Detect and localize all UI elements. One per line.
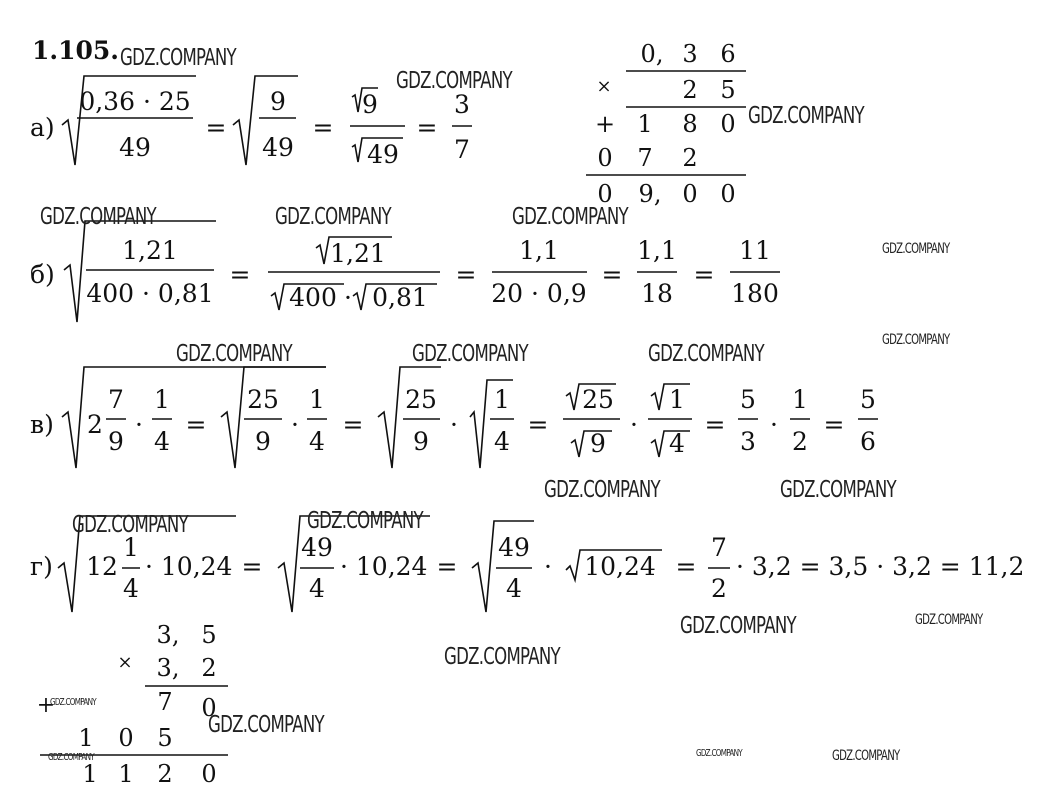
part-a-step2-den: 49 bbox=[262, 133, 294, 162]
part-v-s3-num: 25 bbox=[405, 385, 437, 414]
mult2-times: × bbox=[117, 652, 133, 673]
equals-sign: = bbox=[704, 410, 726, 439]
equals-sign: = bbox=[342, 410, 364, 439]
watermark: GDZ.COMPANY bbox=[412, 341, 528, 367]
part-g-s4-den: 2 bbox=[711, 574, 727, 603]
part-g-label: г) bbox=[30, 552, 53, 581]
watermark: GDZ.COMPANY bbox=[40, 204, 156, 230]
watermark: GDZ.COMPANY bbox=[512, 204, 628, 230]
equals-sign: = bbox=[416, 113, 438, 142]
part-v-s2-num2: 1 bbox=[309, 385, 325, 414]
mult1-digit: 0 bbox=[682, 180, 698, 208]
part-g-s3-rad: 10,24 bbox=[584, 552, 656, 581]
part-g-s2-tail: · 10,24 bbox=[340, 552, 428, 581]
equals-sign: = bbox=[527, 410, 549, 439]
watermark: GDZ.COMPANY bbox=[648, 341, 764, 367]
mult2-digit: 5 bbox=[201, 621, 217, 649]
part-b-step4-num: 1,1 bbox=[637, 236, 677, 265]
watermark: GDZ.COMPANY bbox=[48, 752, 94, 763]
equals-sign: = bbox=[436, 552, 458, 581]
equals-sign: = bbox=[823, 410, 845, 439]
part-v-s3-den: 9 bbox=[413, 427, 429, 456]
part-v-s5-den2: 2 bbox=[792, 427, 808, 456]
mult1-digit: 0 bbox=[720, 110, 736, 138]
watermark: GDZ.COMPANY bbox=[50, 697, 96, 708]
part-a-result-den: 7 bbox=[454, 135, 470, 164]
part-b-step2-num: 1,21 bbox=[330, 239, 386, 268]
mult1-digit: 6 bbox=[720, 40, 736, 68]
part-v-s4-den2: 4 bbox=[669, 429, 685, 458]
dot: · bbox=[135, 410, 143, 439]
watermark: GDZ.COMPANY bbox=[307, 508, 423, 534]
watermark: GDZ.COMPANY bbox=[120, 45, 236, 71]
watermark: GDZ.COMPANY bbox=[882, 241, 950, 257]
part-g-tail: · 10,24 bbox=[145, 552, 233, 581]
part-v-s2-num: 25 bbox=[247, 385, 279, 414]
mult1-digit: 0 bbox=[720, 180, 736, 208]
part-v-s2-den: 9 bbox=[255, 427, 271, 456]
part-v-s2-den2: 4 bbox=[309, 427, 325, 456]
mult1-digit: 0, bbox=[640, 40, 664, 68]
part-g-fden: 4 bbox=[123, 574, 139, 603]
part-g-whole: 12 bbox=[86, 552, 118, 581]
mult1-digit: 5 bbox=[720, 76, 736, 104]
equals-sign: = bbox=[312, 113, 334, 142]
part-b-step2-den-a: 400 bbox=[289, 283, 337, 312]
mult2-digit: 0 bbox=[201, 760, 217, 788]
mult2-digit: 3, bbox=[156, 621, 180, 649]
part-a-step3-den: 49 bbox=[367, 140, 399, 169]
dot: · bbox=[630, 410, 638, 439]
part-v-result-num: 5 bbox=[860, 385, 876, 414]
part-v-s5-den: 3 bbox=[740, 427, 756, 456]
part-b-step3-num: 1,1 bbox=[519, 236, 559, 265]
watermark: GDZ.COMPANY bbox=[680, 613, 796, 639]
equals-sign: = bbox=[601, 260, 623, 289]
mult2-digit: 2 bbox=[157, 760, 173, 788]
part-b-step1-den: 400 · 0,81 bbox=[86, 279, 214, 308]
watermark: GDZ.COMPANY bbox=[444, 644, 560, 670]
mult2-digit: 1 bbox=[82, 760, 98, 788]
dot: · bbox=[450, 410, 458, 439]
part-g-s3-num: 49 bbox=[498, 533, 530, 562]
mult1-digit: 7 bbox=[637, 144, 653, 172]
mult2-digit: 3, bbox=[156, 654, 180, 682]
part-b-step2-den-dot: · bbox=[344, 283, 352, 312]
equals-sign: = bbox=[205, 113, 227, 142]
watermark: GDZ.COMPANY bbox=[915, 612, 983, 628]
problem-number: 1.105. bbox=[32, 36, 119, 65]
equals-sign: = bbox=[241, 552, 263, 581]
part-v-s5-num2: 1 bbox=[792, 385, 808, 414]
watermark: GDZ.COMPANY bbox=[208, 712, 324, 738]
part-a-label: а) bbox=[30, 113, 55, 142]
part-v-fden: 9 bbox=[108, 427, 124, 456]
watermark: GDZ.COMPANY bbox=[176, 341, 292, 367]
equals-sign: = bbox=[185, 410, 207, 439]
watermark: GDZ.COMPANY bbox=[696, 748, 742, 759]
part-v-s3-num2: 1 bbox=[494, 385, 510, 414]
mult1-digit: 2 bbox=[682, 76, 698, 104]
mult2-digit: 5 bbox=[157, 724, 173, 752]
part-b-step3-den: 20 · 0,9 bbox=[491, 279, 587, 308]
watermark: GDZ.COMPANY bbox=[780, 477, 896, 503]
part-a-step1-den: 49 bbox=[119, 133, 151, 162]
mult1-digit: 8 bbox=[682, 110, 698, 138]
equals-sign: = bbox=[455, 260, 477, 289]
dot: · bbox=[544, 552, 552, 581]
part-g-s3-den: 4 bbox=[506, 574, 522, 603]
mult2-digit: 1 bbox=[78, 724, 94, 752]
part-b-result-den: 180 bbox=[731, 279, 779, 308]
mult2-digit: 0 bbox=[201, 694, 217, 722]
part-v-result-den: 6 bbox=[860, 427, 876, 456]
part-g-fnum: 1 bbox=[123, 533, 139, 562]
watermark: GDZ.COMPANY bbox=[748, 103, 864, 129]
part-g-s4-num: 7 bbox=[711, 533, 727, 562]
watermark: GDZ.COMPANY bbox=[396, 68, 512, 94]
part-b-label: б) bbox=[30, 260, 55, 289]
equals-sign: = bbox=[229, 260, 251, 289]
watermark: GDZ.COMPANY bbox=[72, 512, 188, 538]
mult1-digit: 0 bbox=[597, 180, 613, 208]
watermark: GDZ.COMPANY bbox=[544, 477, 660, 503]
mult2-digit: 1 bbox=[118, 760, 134, 788]
mult2-digit: 7 bbox=[157, 688, 173, 716]
part-v-s4-num2: 1 bbox=[669, 385, 685, 414]
part-g-s2-num: 49 bbox=[301, 533, 333, 562]
watermark: GDZ.COMPANY bbox=[882, 332, 950, 348]
part-v-s3-den2: 4 bbox=[494, 427, 510, 456]
mult1-digit: 1 bbox=[637, 110, 653, 138]
mult2-digit: 0 bbox=[118, 724, 134, 752]
part-v-num2: 1 bbox=[154, 385, 170, 414]
part-v-den2: 4 bbox=[154, 427, 170, 456]
part-b-step2-den-b: 0,81 bbox=[372, 283, 428, 312]
mult1-plus: + bbox=[594, 110, 616, 138]
part-v-label: в) bbox=[30, 410, 54, 439]
equals-sign: = bbox=[693, 260, 715, 289]
part-b-step4-den: 18 bbox=[641, 279, 673, 308]
part-v-s5-num: 5 bbox=[740, 385, 756, 414]
part-v-s4-den: 9 bbox=[590, 429, 606, 458]
part-v-s4-num: 25 bbox=[582, 385, 614, 414]
mult1-digit: 0 bbox=[597, 144, 613, 172]
part-v-whole: 2 bbox=[87, 410, 103, 439]
mult1-digit: 2 bbox=[682, 144, 698, 172]
mult1-digit: 3 bbox=[682, 40, 698, 68]
equals-sign: = bbox=[675, 552, 697, 581]
dot: · bbox=[770, 410, 778, 439]
part-b-result-num: 11 bbox=[739, 236, 771, 265]
mult2-plus: + bbox=[36, 693, 56, 718]
part-g-s2-den: 4 bbox=[309, 574, 325, 603]
mult1-times: × bbox=[596, 76, 612, 97]
watermark: GDZ.COMPANY bbox=[275, 204, 391, 230]
watermark: GDZ.COMPANY bbox=[832, 748, 900, 764]
mult1-digit: 9, bbox=[638, 180, 662, 208]
part-a-step2-num: 9 bbox=[270, 87, 286, 116]
mult2-digit: 2 bbox=[201, 654, 217, 682]
dot: · bbox=[291, 410, 299, 439]
part-a-step3-num: 9 bbox=[362, 90, 378, 119]
part-v-fnum: 7 bbox=[108, 385, 124, 414]
part-a-step1-num: 0,36 · 25 bbox=[79, 87, 191, 116]
part-a-result-num: 3 bbox=[454, 90, 470, 119]
part-g-result: · 3,2 = 3,5 · 3,2 = 11,2 bbox=[736, 552, 1025, 581]
part-b-step1-num: 1,21 bbox=[122, 236, 178, 265]
